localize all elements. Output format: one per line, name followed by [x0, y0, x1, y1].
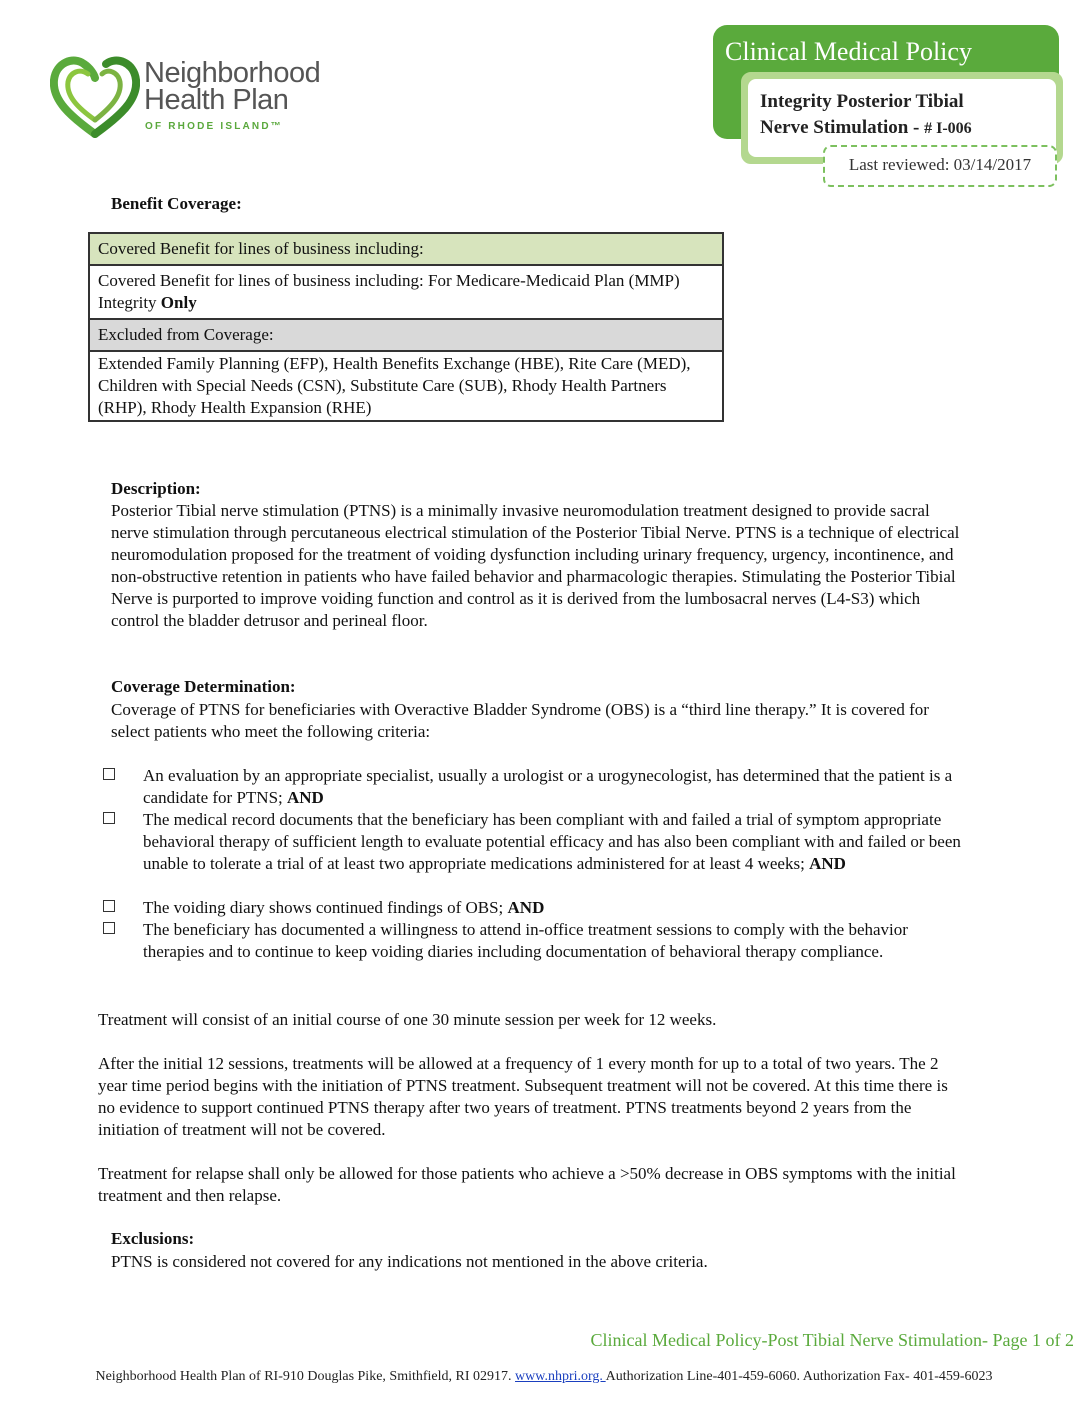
benefit-table	[88, 232, 724, 422]
duration-paragraph: After the initial 12 sessions, treatments will be allowed at a frequency of 1 every month for up to a total of two years. The 2 year time period begins with the initiation of PTNS treatment. Subsequent treatment will not be covered. At this time there is no evidence to support continued PTNS therapy after two years of treatment. PTNS treatments beyond 2 years from the initiation of treatment will not be covered.	[98, 1054, 948, 1139]
treatment-paragraph: Treatment will consist of an initial course of one 30 minute session per week for 12 weeks.	[98, 1010, 717, 1029]
policy-name-line2-text: Nerve Stimulation -	[760, 117, 925, 138]
excluded-text-cell: Extended Family Planning (EFP), Health Benefits Exchange (HBE), Rite Care (MED), Children with Special Needs (CSN), Substitute Care (SUB), Rhody Health Partners (RHP), Rhody Health Expansion (RHE)	[89, 351, 723, 421]
footer-address-post: Authorization Line-401-459-6060. Authorization Fax- 401-459-6023	[605, 1369, 993, 1384]
checkbox-icon	[103, 922, 115, 934]
criteria-text	[143, 765, 963, 809]
benefit-coverage-heading: Benefit Coverage:	[111, 194, 242, 213]
excluded-header-cell: Excluded from Coverage:	[89, 319, 723, 351]
covered-header-cell: Covered Benefit for lines of business including:	[89, 233, 723, 265]
criteria-and: AND	[287, 788, 324, 807]
exclusions-text: PTNS is considered not covered for any indications not mentioned in the above criteria.	[111, 1252, 708, 1271]
table-row	[89, 351, 723, 421]
policy-number: # I-006	[924, 120, 972, 137]
criteria-text	[143, 897, 963, 919]
coverage-heading: Coverage Determination:	[111, 677, 296, 696]
footer-address	[0, 1369, 1088, 1385]
criteria-text	[143, 809, 963, 875]
covered-text-bold: Only	[160, 293, 197, 312]
criteria-text-body: An evaluation by an appropriate specialist, usually a urologist or a urogynecologist, has determined that the patient is a candidate for PTNS;	[143, 766, 953, 807]
table-row	[89, 233, 723, 265]
covered-text: Covered Benefit for lines of business including: For Medicare-Medicaid Plan (MMP) Integrity	[98, 271, 680, 312]
checkbox-icon	[103, 900, 115, 912]
nhpri-heart-logo-icon	[50, 54, 140, 138]
criteria-and: AND	[507, 898, 545, 917]
coverage-intro: Coverage of PTNS for beneficiaries with Overactive Bladder Syndrome (OBS) is a “third line therapy.” It is covered for select patients who meet the following criteria:	[111, 700, 929, 741]
logo-name-line1: Neighborhood	[144, 57, 321, 89]
footer-address-pre: Neighborhood Health Plan of RI-910 Douglas Pike, Smithfield, RI 02917.	[95, 1369, 516, 1384]
checkbox-icon	[103, 812, 115, 824]
criteria-text	[143, 919, 963, 963]
footer-page-title: Clinical Medical Policy-Post Tibial Nerve Stimulation- Page 1 of 2	[590, 1330, 1074, 1350]
policy-name-line2	[760, 115, 1056, 142]
exclusions-heading: Exclusions:	[111, 1229, 195, 1248]
table-row	[89, 319, 723, 351]
logo-name-line2: Health Plan	[144, 84, 289, 116]
description-text: Posterior Tibial nerve stimulation (PTNS) is a minimally invasive neuromodulation treatment designed to provide sacral nerve stimulation through percutaneous electrical stimulation of the Posterior Tibial Nerve. PTNS is a technique of electrical neuromodulation proposed for the treatment of voiding dysfunction including urinary frequency, urgency, incontinence, and non-obstructive retention in patients who have failed behavior and pharmacologic therapies. Stimulating the Posterior Tibial Nerve is purported to improve voiding function and control as it is derived from the lumbosacral nerves (L4-S3) which control the bladder detrusor and perineal floor.	[111, 501, 960, 630]
criteria-and: AND	[809, 854, 846, 873]
policy-title: Clinical Medical Policy	[725, 37, 972, 66]
last-reviewed-date: Last reviewed: 03/14/2017	[823, 145, 1057, 187]
checkbox-icon	[103, 768, 115, 780]
policy-name-line1: Integrity Posterior Tibial	[760, 91, 964, 112]
description-heading: Description:	[111, 479, 201, 498]
table-row	[89, 265, 723, 319]
criteria-text-body: The beneficiary has documented a willingness to attend in-office treatment sessions to comply with the behavior therapies and to continue to keep voiding diaries including documentation of behavioral therapy compliance.	[143, 920, 908, 961]
website-link[interactable]: www.nhpri.org.	[515, 1369, 606, 1384]
logo-name-line3: OF RHODE ISLAND™	[145, 121, 283, 132]
covered-text-cell	[89, 265, 723, 319]
criteria-text-body: The medical record documents that the beneficiary has been compliant with and failed a trial of symptom appropriate behavioral therapy of sufficient length to evaluate potential efficacy and has also been compliant with and failed or been unable to tolerate a trial of at least two appropriate medications administered for at least 4 weeks;	[143, 810, 961, 873]
nhpri-logo	[50, 54, 350, 138]
relapse-paragraph: Treatment for relapse shall only be allowed for those patients who achieve a >50% decrease in OBS symptoms with the initial treatment and then relapse.	[98, 1164, 956, 1205]
criteria-text-body: The voiding diary shows continued findings of OBS;	[143, 898, 508, 917]
